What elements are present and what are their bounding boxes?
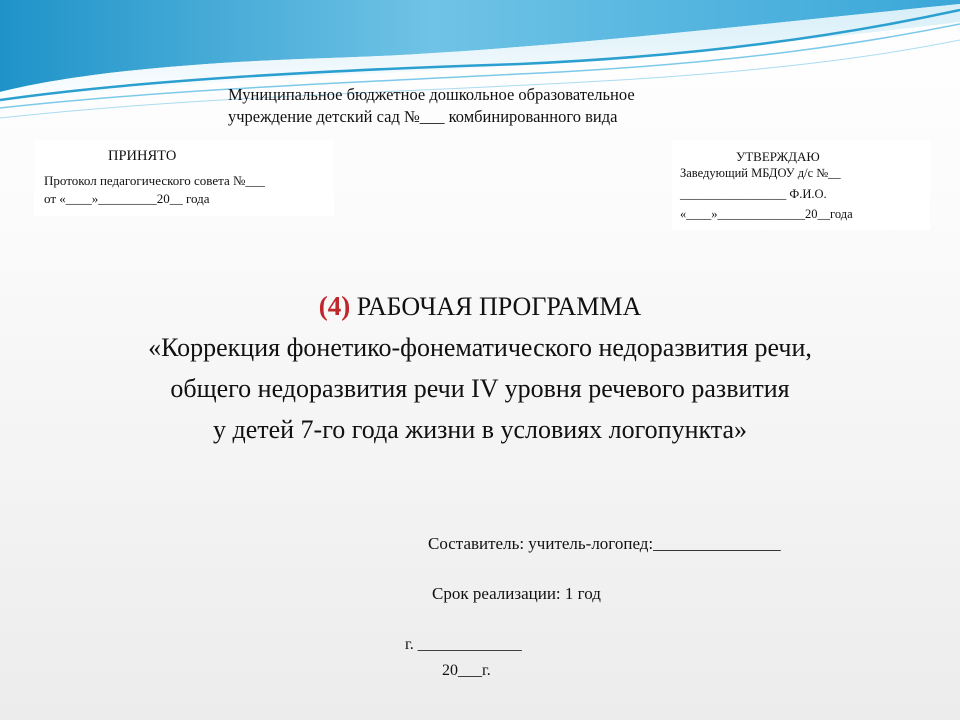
term-line: Срок реализации: 1 год xyxy=(432,584,601,603)
approved-block xyxy=(672,140,930,230)
program-number: (4) xyxy=(318,291,351,321)
city-line: г. _____________ xyxy=(405,636,522,653)
approved-signature-line: _________________ Ф.И.О. xyxy=(680,187,827,201)
program-subtitle-line-3: у детей 7-го года жизни в условиях логопункта» xyxy=(212,415,748,444)
year-line: 20___г. xyxy=(442,662,491,679)
institution-line-2: учреждение детский сад №___ комбинированного вида xyxy=(228,107,618,126)
approved-date-line: «____»______________20__года xyxy=(680,207,853,221)
accepted-date-line: от «____»_________20__ года xyxy=(44,191,210,206)
accepted-block xyxy=(34,140,334,216)
compiler-line: Составитель: учитель-логопед:_______________ xyxy=(428,534,781,553)
approved-head-line: Заведующий МБДОУ д/с №__ xyxy=(680,166,841,180)
approved-heading: УТВЕРЖДАЮ xyxy=(736,149,820,164)
accepted-protocol-line: Протокол педагогического совета №___ xyxy=(44,173,265,188)
institution-name xyxy=(228,84,788,128)
program-title-block xyxy=(0,286,960,450)
institution-line-1: Муниципальное бюджетное дошкольное образовательное xyxy=(228,85,635,104)
program-subtitle-line-1: «Коррекция фонетико-фонематического недоразвития речи, xyxy=(148,333,812,362)
program-title-text: РАБОЧАЯ ПРОГРАММА xyxy=(356,292,642,321)
program-subtitle-line-2: общего недоразвития речи IV уровня речевого развития xyxy=(170,374,790,403)
program-title xyxy=(0,286,960,327)
accepted-heading: ПРИНЯТО xyxy=(108,148,177,164)
